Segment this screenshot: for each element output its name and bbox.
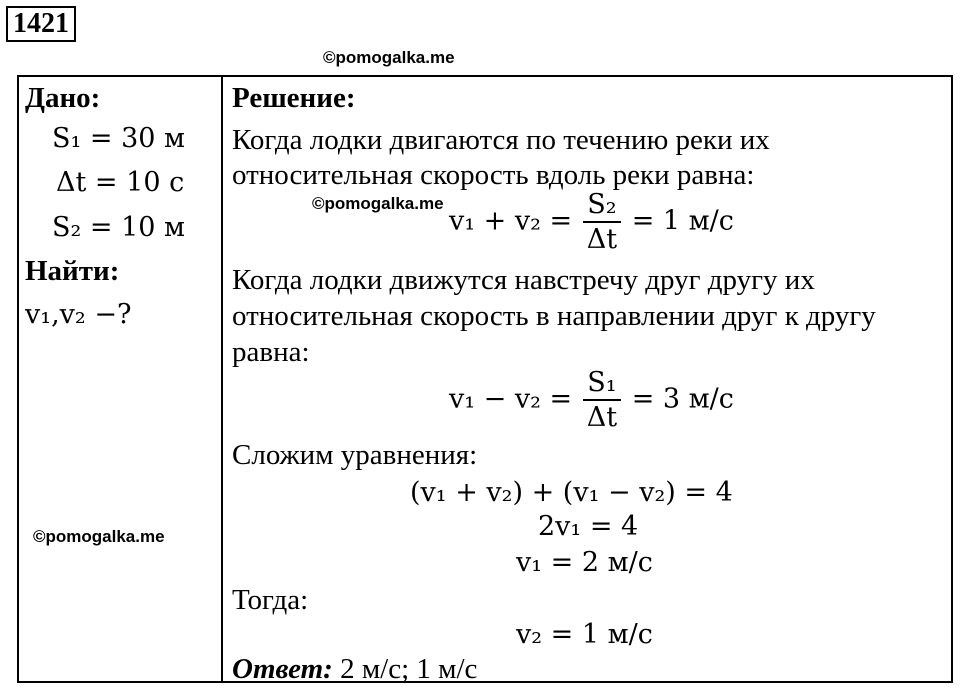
given-s1: S₁ = 30 м [52,123,186,154]
text-line: равна: [232,336,310,368]
column-divider [221,75,223,683]
solution-heading: Решение: [232,82,356,114]
answer-value: 2 м/с; 1 м/с [340,653,478,685]
equation-sum [449,191,734,253]
eq1-numerator: S₂ [583,191,621,223]
text-line: Сложим уравнения: [232,439,478,471]
text-line: относительная скорость вдоль реки равна: [232,159,755,191]
given-dt: Δt = 10 с [56,167,185,198]
equation-combined: (v₁ + v₂) + (v₁ − v₂) = 4 [410,477,733,508]
eq2-lhs: v₁ − v₂ = [449,383,573,415]
equation-difference [449,369,734,431]
answer-line [232,651,477,687]
text-line: Когда лодки двигаются по течению реки их [232,124,770,156]
given-s2: S₂ = 10 м [52,212,186,243]
eq2-numerator: S₁ [583,369,621,401]
find-heading: Найти: [25,255,120,287]
equation-v1: v₁ = 2 м/с [516,547,653,578]
text-line: относительная скорость в направлении друг к другу [232,300,876,332]
eq1-fraction [583,191,621,253]
watermark-left: ©pomogalka.me [33,527,165,546]
eq2-rhs: = 3 м/с [631,383,734,415]
text-line: Когда лодки движутся навстречу друг другу их [232,264,815,296]
text-line: Тогда: [232,584,309,616]
eq1-rhs: = 1 м/с [631,205,734,237]
equation-v2: v₂ = 1 м/с [516,619,653,650]
eq2-fraction [583,369,621,431]
answer-label: Ответ: [232,653,333,685]
find-unknowns: v₁,v₂ −? [25,299,132,330]
eq2-denominator: Δt [586,402,618,433]
watermark-middle: ©pomogalka.me [312,194,444,213]
equation-2v1: 2v₁ = 4 [538,511,639,542]
given-heading: Дано: [25,82,101,114]
watermark-top: ©pomogalka.me [323,48,455,67]
eq1-denominator: Δt [586,224,618,255]
eq1-lhs: v₁ + v₂ = [449,205,573,237]
problem-number: 1421 [6,6,76,42]
